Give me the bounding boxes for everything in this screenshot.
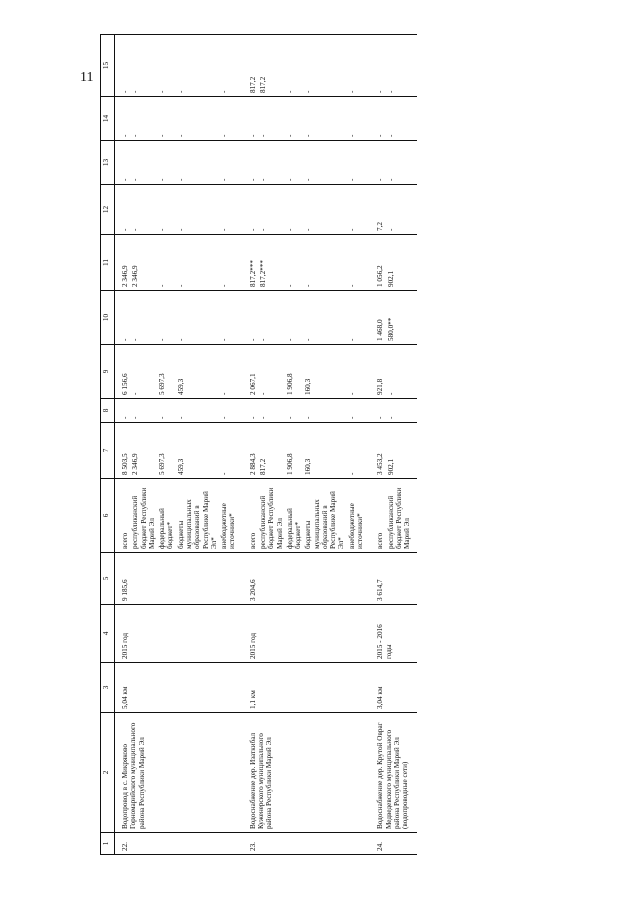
cell-value: - [130, 141, 157, 185]
column-header: 8 [101, 399, 115, 423]
cell-value: 8 503,5 [115, 423, 131, 479]
cell-value: - [258, 141, 285, 185]
cell-value: - [176, 97, 219, 141]
cell-value: - [386, 97, 418, 141]
funding-source: федеральный бюджет* [157, 479, 176, 553]
column-header: 13 [101, 141, 115, 185]
table-row [243, 35, 258, 855]
cell-value: - [130, 185, 157, 235]
cell-value: - [219, 345, 243, 399]
cell-value: - [176, 235, 219, 291]
cell-value: - [130, 291, 157, 345]
column-header: 15 [101, 35, 115, 97]
project-cost: 3 614,7 [370, 553, 417, 605]
cell-value: 921,8 [370, 345, 385, 399]
cell-value: - [285, 35, 304, 97]
funding-source: всего [370, 479, 385, 553]
cell-value: - [258, 185, 285, 235]
cell-value: - [347, 291, 371, 345]
column-header: 12 [101, 185, 115, 235]
column-header: 10 [101, 291, 115, 345]
cell-value: 1 906,8 [285, 345, 304, 399]
column-header: 4 [101, 605, 115, 663]
table-row [370, 35, 385, 855]
cell-value: 2 067,1 [243, 345, 258, 399]
cell-value: - [219, 235, 243, 291]
cell-value: - [347, 399, 371, 423]
cell-value: 2 346,9 [130, 423, 157, 479]
cell-value: - [303, 235, 346, 291]
cell-value: - [219, 35, 243, 97]
cell-value: - [386, 185, 418, 235]
cell-value: - [347, 97, 371, 141]
column-header: 5 [101, 553, 115, 605]
project-number: 23. [243, 833, 371, 855]
table-row [115, 35, 131, 855]
cell-value: - [370, 97, 385, 141]
cell-value: - [157, 185, 176, 235]
cell-value: - [115, 97, 131, 141]
funding-source: федеральный бюджет* [285, 479, 304, 553]
cell-value: - [130, 97, 157, 141]
cell-value: - [219, 423, 243, 479]
cell-value: - [243, 141, 258, 185]
cell-value: - [258, 345, 285, 399]
cell-value: - [303, 399, 346, 423]
cell-value: - [115, 185, 131, 235]
cell-value: - [285, 141, 304, 185]
project-cost: 9 185,6 [115, 553, 243, 605]
project-length: 3,04 км [370, 663, 417, 713]
funding-source: внебюджетные источники* [219, 479, 243, 553]
cell-value: 580,0** [386, 291, 418, 345]
page-number: 11 [80, 70, 94, 85]
column-header: 11 [101, 235, 115, 291]
cell-value: - [115, 35, 131, 97]
project-period: 2015 год [243, 605, 371, 663]
cell-value: - [258, 291, 285, 345]
project-length: 5,04 км [115, 663, 243, 713]
cell-value: - [243, 291, 258, 345]
funding-source: республиканский бюджет Республики Марий Эл [386, 479, 418, 553]
column-header: 9 [101, 345, 115, 399]
cell-value: 3 453,2 [370, 423, 385, 479]
cell-value: 817,2 [243, 35, 258, 97]
cell-value: - [303, 35, 346, 97]
project-period: 2015 год [115, 605, 243, 663]
cell-value: - [130, 35, 157, 97]
funding-source: бюджеты муниципальных образований в Республике Марий Эл* [303, 479, 346, 553]
cell-value: - [157, 399, 176, 423]
header-row [101, 35, 115, 855]
cell-value: - [243, 399, 258, 423]
cell-value: 902,1 [386, 235, 418, 291]
cell-value: - [157, 97, 176, 141]
cell-value: - [157, 141, 176, 185]
cell-value: 5 697,3 [157, 345, 176, 399]
cell-value: - [176, 185, 219, 235]
cell-value: - [386, 141, 418, 185]
cell-value: - [285, 291, 304, 345]
cell-value: - [219, 141, 243, 185]
cell-value: - [347, 141, 371, 185]
budget-table [100, 34, 417, 855]
rotated-table-container [100, 35, 639, 855]
cell-value: - [157, 291, 176, 345]
cell-value: - [157, 35, 176, 97]
cell-value: 817,2*** [243, 235, 258, 291]
column-header: 7 [101, 423, 115, 479]
project-name: Водопровод в с. Микряково Горномарийского муниципального района Республики Марий Эл [115, 713, 243, 833]
cell-value: 2 346,9 [115, 235, 131, 291]
project-number: 22. [115, 833, 243, 855]
cell-value: - [347, 345, 371, 399]
cell-value: 902,1 [386, 423, 418, 479]
project-number: 24. [370, 833, 417, 855]
cell-value: 5 697,3 [157, 423, 176, 479]
project-name: Водоснабжение дер. Крутой Овраг Медведевского муниципального района Республики Марий Эл (водопроводные сети) [370, 713, 417, 833]
cell-value: - [176, 291, 219, 345]
funding-source: республиканский бюджет Республики Марий Эл [130, 479, 157, 553]
cell-value: - [303, 291, 346, 345]
cell-value: - [176, 399, 219, 423]
cell-value: - [303, 141, 346, 185]
column-header: 2 [101, 713, 115, 833]
column-header: 6 [101, 479, 115, 553]
cell-value: - [243, 97, 258, 141]
cell-value: - [115, 399, 131, 423]
cell-value: - [347, 235, 371, 291]
cell-value: - [157, 235, 176, 291]
cell-value: 2 884,3 [243, 423, 258, 479]
cell-value: - [219, 97, 243, 141]
cell-value: - [370, 35, 385, 97]
funding-source: всего [243, 479, 258, 553]
cell-value: - [219, 185, 243, 235]
project-cost: 3 204,6 [243, 553, 371, 605]
cell-value: 1 906,8 [285, 423, 304, 479]
cell-value: - [258, 97, 285, 141]
cell-value: - [285, 185, 304, 235]
cell-value: - [303, 97, 346, 141]
cell-value: - [115, 141, 131, 185]
cell-value: 1 056,2 [370, 235, 385, 291]
funding-source: бюджеты муниципальных образований в Республике Марий Эл* [176, 479, 219, 553]
cell-value: - [258, 399, 285, 423]
cell-value: 817,2*** [258, 235, 285, 291]
project-length: 1,1 км [243, 663, 371, 713]
cell-value: - [285, 235, 304, 291]
cell-value: - [243, 185, 258, 235]
funding-source: республиканский бюджет Республики Марий Эл [258, 479, 285, 553]
cell-value: 2 346,9 [130, 235, 157, 291]
cell-value: 7,2 [370, 185, 385, 235]
cell-value: - [370, 141, 385, 185]
cell-value: 1 468,0 [370, 291, 385, 345]
cell-value: 160,3 [303, 423, 346, 479]
cell-value: 6 156,6 [115, 345, 131, 399]
cell-value: 459,3 [176, 345, 219, 399]
cell-value: - [386, 399, 418, 423]
cell-value: - [115, 291, 131, 345]
cell-value: - [386, 345, 418, 399]
cell-value: 817,2 [258, 423, 285, 479]
cell-value: - [130, 345, 157, 399]
cell-value: - [347, 35, 371, 97]
project-name: Водоснабжение дер. Изаткибал Куженерского муниципального района Республики Марий Эл [243, 713, 371, 833]
cell-value: - [303, 185, 346, 235]
cell-value: - [285, 399, 304, 423]
column-header: 14 [101, 97, 115, 141]
funding-source: внебюджетные источники* [347, 479, 371, 553]
column-header: 3 [101, 663, 115, 713]
cell-value: 817,2 [258, 35, 285, 97]
cell-value: - [347, 423, 371, 479]
cell-value: - [285, 97, 304, 141]
cell-value: - [176, 141, 219, 185]
cell-value: - [130, 399, 157, 423]
cell-value: - [219, 291, 243, 345]
cell-value: - [347, 185, 371, 235]
column-header: 1 [101, 833, 115, 855]
cell-value: - [370, 399, 385, 423]
cell-value: 160,3 [303, 345, 346, 399]
project-period: 2015 - 2016 годы [370, 605, 417, 663]
cell-value: - [219, 399, 243, 423]
funding-source: всего [115, 479, 131, 553]
cell-value: - [176, 35, 219, 97]
cell-value: 459,3 [176, 423, 219, 479]
cell-value: - [386, 35, 418, 97]
